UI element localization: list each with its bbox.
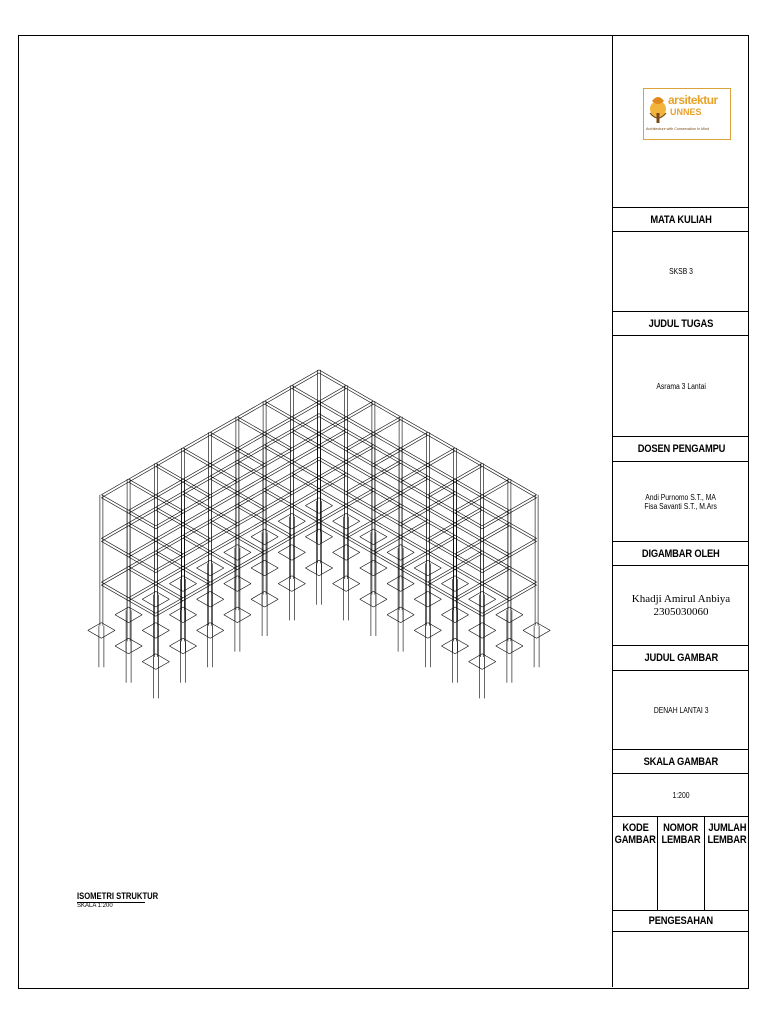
kode-gambar-cell: KODE GAMBAR: [613, 817, 658, 911]
logo-sub: UNNES: [670, 107, 702, 117]
isometric-structure: [19, 36, 612, 987]
drawing-title: ISOMETRI STRUKTUR: [77, 891, 159, 901]
logo-name: arsitektur: [668, 93, 718, 107]
flower-icon: [650, 97, 666, 123]
judul-tugas-value: Asrama 3 Lantai: [613, 335, 749, 436]
drawing-caption: [77, 891, 173, 909]
drawing-area: [19, 36, 612, 987]
skala-value: 1:200: [613, 773, 749, 816]
jumlah-lembar-cell: JUMLAH LEMBAR: [707, 822, 747, 846]
logo-tagline: Architecture with Conservation In Mind: [646, 126, 710, 131]
judul-tugas-header: JUDUL TUGAS: [613, 311, 749, 335]
mata-kuliah-header: MATA KULIAH: [613, 207, 749, 231]
skala-header: SKALA GAMBAR: [613, 749, 749, 773]
drawing-scale: SKALA 1:200: [77, 903, 113, 909]
dosen-header: DOSEN PENGAMPU: [613, 436, 749, 461]
kode-row: [613, 816, 749, 910]
mata-kuliah-value: SKSB 3: [613, 231, 749, 311]
digambar-value: Khadji Amirul Anbiya 2305030060: [613, 565, 749, 645]
drawing-sheet: [18, 35, 749, 989]
judul-gambar-header: JUDUL GAMBAR: [613, 645, 749, 670]
dosen-value: Andi Purnomo S.T., MA Fisa Savanti S.T., M.Ars: [613, 461, 749, 541]
judul-gambar-value: DENAH LANTAI 3: [613, 670, 749, 749]
digambar-header: DIGAMBAR OLEH: [613, 541, 749, 565]
unnes-architecture-logo: [643, 88, 731, 140]
title-block: [612, 36, 749, 987]
nomor-lembar-cell: NOMOR LEMBAR: [658, 817, 705, 911]
pengesahan-header: PENGESAHAN: [613, 910, 749, 932]
